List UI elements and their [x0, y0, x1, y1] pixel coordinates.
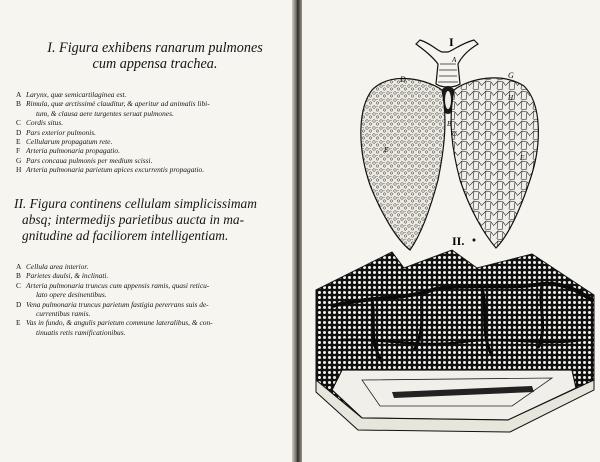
legend-row	[16, 309, 286, 318]
figure1-heading-line1: I. Figura exhibens ranarum pulmones	[47, 40, 263, 56]
legend-key: C	[16, 280, 21, 290]
figure2-heading	[14, 196, 286, 244]
figure1-plate-label: I	[449, 35, 454, 49]
legend-key: D	[16, 127, 22, 137]
legend-text: tum, & clausa aere turgentes seruat pulmones.	[36, 108, 174, 118]
legend-key	[16, 290, 26, 299]
legend-text: Pars concaua pulmonis per medium scissi.	[26, 155, 153, 165]
letter-G: G	[508, 71, 514, 80]
legend-text: Cellularum propagatum rete.	[26, 137, 113, 147]
letter-F: F	[520, 154, 525, 162]
right-page-plate	[302, 0, 600, 462]
asterisk-mark	[473, 239, 476, 242]
legend-row	[16, 137, 286, 146]
legend-row	[16, 165, 286, 174]
legend-row	[16, 262, 286, 271]
legend-key: E	[16, 137, 21, 147]
figure1-legend	[16, 90, 286, 175]
legend-row	[16, 128, 286, 137]
letter-B: B	[447, 120, 452, 128]
trachea	[416, 40, 478, 87]
legend-key: B	[16, 99, 21, 109]
figure1-heading	[30, 40, 280, 72]
legend-key	[16, 109, 26, 118]
legend-text: Parietes duulsi, & inclinati.	[26, 271, 109, 281]
legend-key: C	[16, 118, 21, 128]
legend-text: lato opere desinentibus.	[36, 290, 107, 300]
figure2-heading-line2: absq; intermedijs parietibus aucta in ma-	[22, 212, 245, 227]
legend-text: currentibus ramis.	[36, 309, 91, 319]
letter-E: E	[384, 146, 389, 154]
legend-key: B	[16, 271, 21, 281]
legend-text: Vas in fundo, & angulis parietum commune lateralibus, & con-	[26, 318, 213, 328]
cell-upper-walls	[316, 250, 594, 332]
left-page	[0, 0, 292, 462]
legend-key: G	[16, 155, 22, 165]
legend-row	[16, 328, 286, 337]
letter-D: D	[400, 75, 406, 84]
legend-key	[16, 309, 26, 318]
legend-key	[16, 328, 26, 337]
legend-key: A	[16, 90, 22, 99]
right-lung	[451, 78, 538, 248]
legend-row	[16, 118, 286, 127]
legend-row	[16, 99, 286, 108]
legend-text: Arteria pulmonaria propagatio.	[26, 146, 120, 156]
legend-text: Cellula area interior.	[26, 262, 89, 271]
figure2-plate-label: II.	[452, 234, 465, 248]
left-lung	[361, 78, 445, 250]
legend-key: E	[16, 318, 21, 328]
legend-text: tinuatis retis ramificationibus.	[36, 327, 126, 337]
legend-key: F	[16, 146, 21, 156]
larynx-slit	[445, 91, 451, 109]
figure2-legend	[16, 262, 286, 337]
letter-C: C	[452, 130, 457, 138]
legend-text: Vena pulmonaria truncus parietum fastigia pererrans suis de-	[26, 299, 209, 309]
legend-key: D	[16, 299, 22, 309]
legend-row	[16, 146, 286, 155]
legend-text: Larynx, quæ semicartilaginea est.	[26, 90, 127, 99]
figure2-heading-line1: II. Figura continens cellulam simplicissimam	[14, 196, 257, 211]
legend-row	[16, 109, 286, 118]
figure2-heading-line3: gnitudine ad faciliorem intelligentiam.	[22, 228, 229, 243]
legend-row	[16, 300, 286, 309]
legend-key: H	[16, 165, 22, 175]
engraving-plate	[302, 0, 600, 462]
legend-row	[16, 290, 286, 299]
letter-H: H	[508, 94, 514, 102]
legend-row	[16, 271, 286, 280]
legend-key: A	[16, 262, 22, 271]
legend-text: Arteria pulmonaria parietum apices excurrentis propagatio.	[26, 165, 205, 175]
legend-row	[16, 318, 286, 327]
legend-text: Rimula, quæ arctissimè clauditur, & aperitur ad animalis libi-	[26, 99, 210, 109]
book-gutter	[292, 0, 302, 462]
legend-text: Pars exterior pulmonis.	[26, 127, 97, 137]
legend-row	[16, 90, 286, 99]
legend-row	[16, 281, 286, 290]
legend-text: Cordis situs.	[26, 118, 64, 128]
legend-row	[16, 156, 286, 165]
legend-text: Arteria pulmonaria truncus cum appensis ramis, quasi reticu-	[26, 280, 210, 290]
letter-A: A	[452, 56, 457, 64]
figure1-heading-line2: cum appensa trachea.	[92, 56, 218, 72]
